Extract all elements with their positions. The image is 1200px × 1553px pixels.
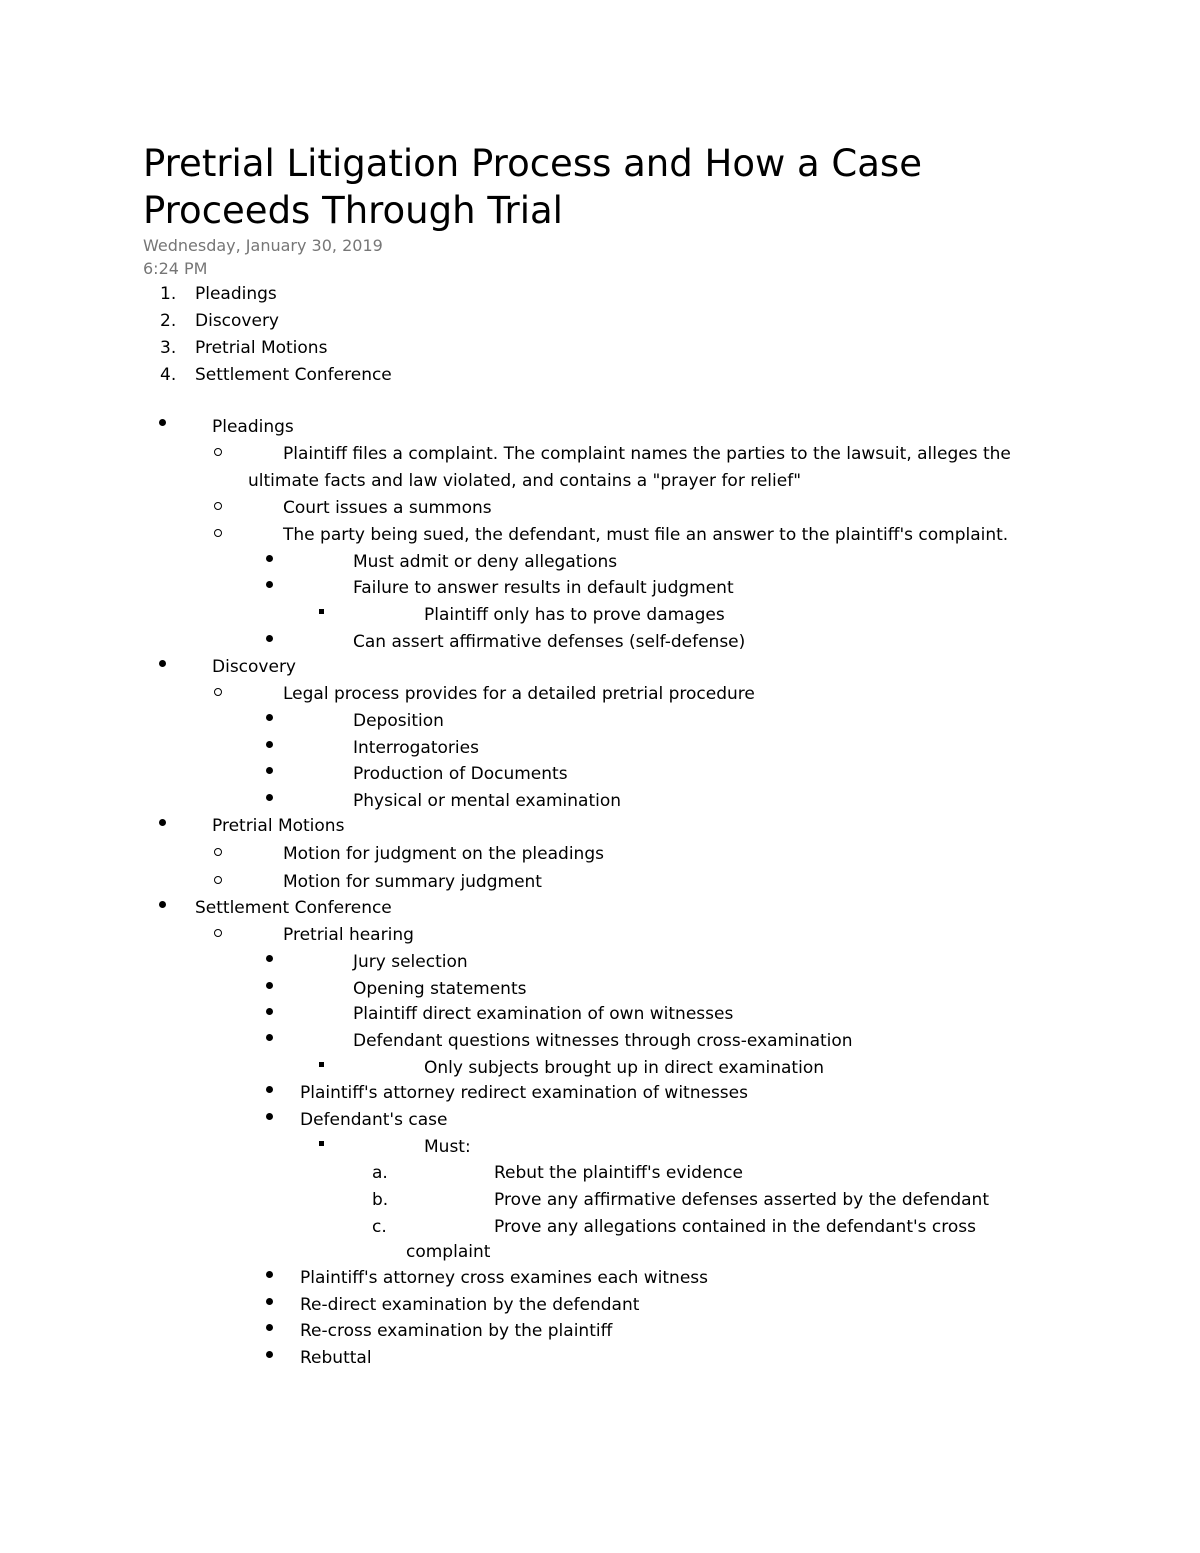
- outline-item: The party being sued, the defendant, must file an answer to the plaintiff's complaint.: [283, 525, 1009, 545]
- list-number: 2.: [160, 311, 177, 331]
- bullet-dot-icon: [266, 741, 273, 748]
- page-title: Pretrial Litigation Process and How a Case Proceeds Through Trial: [143, 142, 922, 232]
- bullet-dot-icon: [266, 955, 273, 962]
- bullet-dot-icon: [159, 419, 166, 426]
- bullet-circle-icon: [214, 876, 222, 884]
- bullet-dot-icon: [159, 901, 166, 908]
- outline-item: Plaintiff direct examination of own witnesses: [353, 1004, 734, 1024]
- bullet-square-icon: [319, 609, 324, 614]
- bullet-dot-icon: [266, 714, 273, 721]
- note-time: 6:24 PM: [143, 259, 208, 278]
- list-item: Pretrial Motions: [195, 338, 328, 358]
- outline-item-settlement: Settlement Conference: [195, 898, 392, 918]
- outline-item: Must:: [424, 1137, 471, 1157]
- bullet-circle-icon: [214, 502, 222, 510]
- note-date: Wednesday, January 30, 2019: [143, 236, 383, 255]
- list-item: Pleadings: [195, 284, 277, 304]
- outline-item: Court issues a summons: [283, 498, 492, 518]
- bullet-dot-icon: [266, 555, 273, 562]
- outline-item: Re-cross examination by the plaintiff: [300, 1321, 613, 1341]
- bullet-dot-icon: [266, 767, 273, 774]
- outline-item: Failure to answer results in default judgment: [353, 578, 734, 598]
- outline-item-pleadings: Pleadings: [212, 417, 294, 437]
- bullet-dot-icon: [266, 1351, 273, 1358]
- outline-item: Only subjects brought up in direct examination: [424, 1058, 824, 1078]
- outline-item: Plaintiff's attorney cross examines each witness: [300, 1268, 708, 1288]
- bullet-dot-icon: [266, 1324, 273, 1331]
- outline-item: Physical or mental examination: [353, 791, 622, 811]
- outline-item-continuation: complaint: [406, 1242, 491, 1262]
- list-letter: c.: [372, 1217, 387, 1237]
- outline-item: Deposition: [353, 711, 444, 731]
- bullet-dot-icon: [266, 982, 273, 989]
- outline-item: Production of Documents: [353, 764, 568, 784]
- outline-item: Interrogatories: [353, 738, 479, 758]
- outline-item: Rebut the plaintiff's evidence: [494, 1163, 743, 1183]
- outline-item: Defendant questions witnesses through cross-examination: [353, 1031, 853, 1051]
- bullet-dot-icon: [266, 1086, 273, 1093]
- outline-item-pretrial-motions: Pretrial Motions: [212, 816, 345, 836]
- list-number: 3.: [160, 338, 177, 358]
- bullet-square-icon: [319, 1062, 324, 1067]
- bullet-dot-icon: [159, 819, 166, 826]
- list-letter: b.: [372, 1190, 389, 1210]
- outline-item: Prove any affirmative defenses asserted by the defendant: [494, 1190, 990, 1210]
- bullet-circle-icon: [214, 848, 222, 856]
- outline-item: Plaintiff only has to prove damages: [424, 605, 725, 625]
- outline-item: Can assert affirmative defenses (self-defense): [353, 632, 746, 652]
- outline-item: Motion for judgment on the pleadings: [283, 844, 604, 864]
- bullet-dot-icon: [266, 1008, 273, 1015]
- outline-item: Opening statements: [353, 979, 527, 999]
- outline-item: Plaintiff's attorney redirect examination of witnesses: [300, 1083, 748, 1103]
- outline-item-continuation: ultimate facts and law violated, and contains a "prayer for relief": [248, 471, 802, 491]
- outline-item: Rebuttal: [300, 1348, 372, 1368]
- bullet-dot-icon: [266, 1113, 273, 1120]
- bullet-dot-icon: [266, 1034, 273, 1041]
- outline-item: Plaintiff files a complaint. The complaint names the parties to the lawsuit, alleges the: [283, 444, 1011, 464]
- bullet-dot-icon: [266, 1298, 273, 1305]
- list-letter: a.: [372, 1163, 388, 1183]
- bullet-dot-icon: [159, 660, 166, 667]
- bullet-dot-icon: [266, 1271, 273, 1278]
- outline-item: Re-direct examination by the defendant: [300, 1295, 640, 1315]
- outline-item-discovery: Discovery: [212, 657, 296, 677]
- bullet-circle-icon: [214, 529, 222, 537]
- list-item: Discovery: [195, 311, 279, 331]
- bullet-circle-icon: [214, 929, 222, 937]
- outline-item: Jury selection: [353, 952, 468, 972]
- outline-item: Motion for summary judgment: [283, 872, 542, 892]
- list-number: 1.: [160, 284, 177, 304]
- list-item: Settlement Conference: [195, 365, 392, 385]
- outline-item: Prove any allegations contained in the defendant's cross: [494, 1217, 976, 1237]
- bullet-square-icon: [319, 1141, 324, 1146]
- bullet-circle-icon: [214, 448, 222, 456]
- outline-item: Must admit or deny allegations: [353, 552, 618, 572]
- outline-item: Defendant's case: [300, 1110, 448, 1130]
- bullet-dot-icon: [266, 581, 273, 588]
- bullet-dot-icon: [266, 794, 273, 801]
- outline-item: Pretrial hearing: [283, 925, 414, 945]
- outline-item: Legal process provides for a detailed pretrial procedure: [283, 684, 755, 704]
- list-number: 4.: [160, 365, 177, 385]
- bullet-circle-icon: [214, 688, 222, 696]
- bullet-dot-icon: [266, 635, 273, 642]
